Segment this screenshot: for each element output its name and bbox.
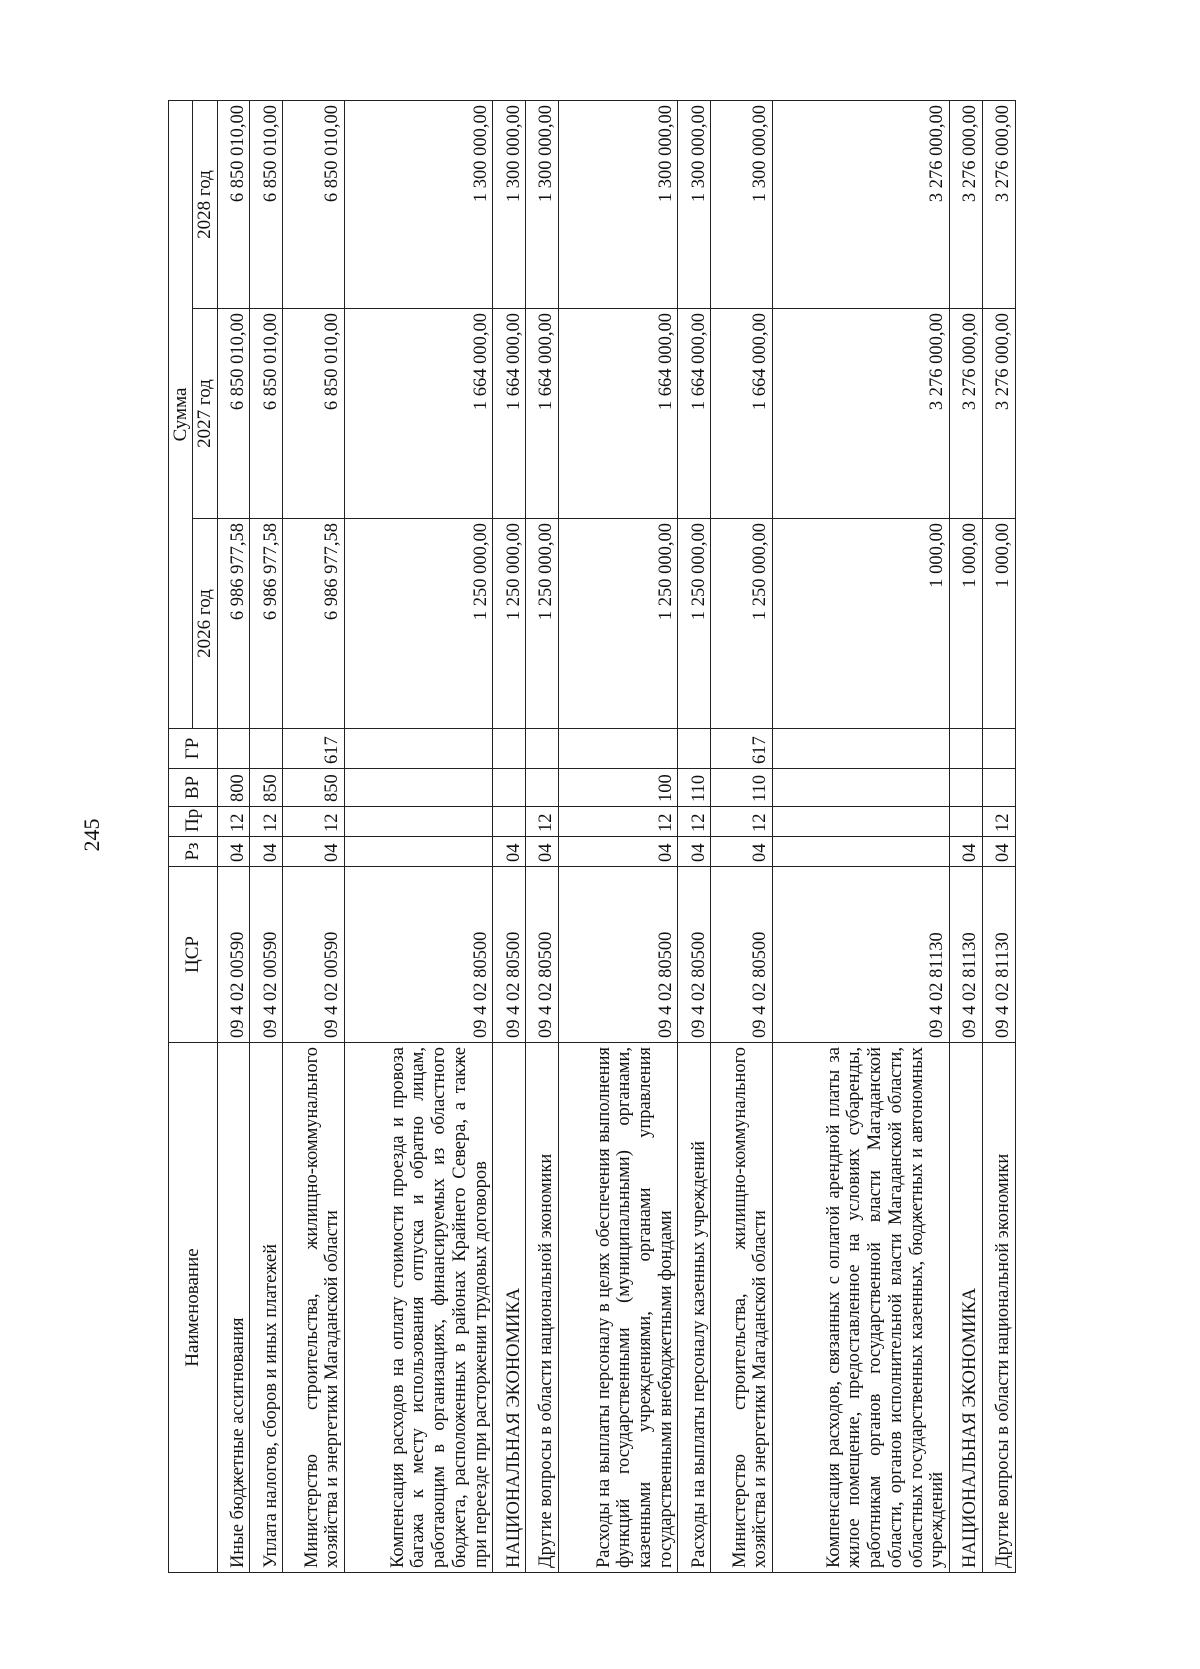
- row-2027-cell: 6 850 010,00: [217, 309, 250, 519]
- row-rz-cell: 04: [217, 837, 250, 867]
- table-row: [493, 101, 526, 1573]
- row-2026-cell: 1 000,00: [950, 519, 983, 729]
- row-gr-cell: [217, 729, 250, 769]
- row-name-cell: Расходы на выплаты персоналу казенных учреждений: [678, 1043, 711, 1573]
- row-gr-cell: [345, 729, 493, 769]
- row-vr-cell: [773, 769, 950, 807]
- row-rz-cell: 04: [711, 837, 773, 867]
- row-name-cell: Иные бюджетные ассигнования: [217, 1043, 250, 1573]
- table-row: [983, 101, 1016, 1573]
- row-2026-cell: 1 250 000,00: [345, 519, 493, 729]
- row-2026-cell: 6 986 977,58: [217, 519, 250, 729]
- header-2026: 2026 год: [193, 519, 217, 729]
- header-csr: ЦСР: [169, 867, 218, 1043]
- row-vr-cell: 800: [217, 769, 250, 807]
- row-2027-cell: 3 276 000,00: [773, 309, 950, 519]
- row-rz-cell: [773, 837, 950, 867]
- row-pr-cell: [493, 807, 526, 837]
- row-name-cell: НАЦИОНАЛЬНАЯ ЭКОНОМИКА: [493, 1043, 526, 1573]
- row-csr-cell: 09 4 02 80500: [526, 867, 559, 1043]
- header-2028: 2028 год: [193, 101, 217, 309]
- row-csr-cell: 09 4 02 80500: [559, 867, 678, 1043]
- row-rz-cell: 04: [678, 837, 711, 867]
- table-body: [217, 101, 1015, 1573]
- row-2028-cell: 6 850 010,00: [283, 101, 345, 309]
- row-rz-cell: 04: [559, 837, 678, 867]
- row-csr-cell: 09 4 02 81130: [983, 867, 1016, 1043]
- row-rz-cell: 04: [493, 837, 526, 867]
- row-pr-cell: [950, 807, 983, 837]
- row-csr-cell: 09 4 02 81130: [950, 867, 983, 1043]
- row-2028-cell: 3 276 000,00: [983, 101, 1016, 309]
- row-2027-cell: 3 276 000,00: [983, 309, 1016, 519]
- header-name: Наименование: [169, 1043, 218, 1573]
- table-row: [559, 101, 678, 1573]
- row-rz-cell: 04: [250, 837, 283, 867]
- table-row: [283, 101, 345, 1573]
- row-pr-cell: [345, 807, 493, 837]
- row-2028-cell: 1 300 000,00: [559, 101, 678, 309]
- row-gr-cell: 617: [283, 729, 345, 769]
- row-vr-cell: [493, 769, 526, 807]
- row-2026-cell: 1 000,00: [983, 519, 1016, 729]
- row-csr-cell: 09 4 02 00590: [283, 867, 345, 1043]
- table-row: [950, 101, 983, 1573]
- header-vr: ВР: [169, 769, 218, 807]
- row-2026-cell: 6 986 977,58: [283, 519, 345, 729]
- row-vr-cell: [526, 769, 559, 807]
- row-pr-cell: 12: [250, 807, 283, 837]
- row-vr-cell: [983, 769, 1016, 807]
- row-vr-cell: 110: [711, 769, 773, 807]
- row-csr-cell: 09 4 02 80500: [711, 867, 773, 1043]
- row-2028-cell: 1 300 000,00: [678, 101, 711, 309]
- row-2027-cell: 1 664 000,00: [526, 309, 559, 519]
- row-2028-cell: 6 850 010,00: [217, 101, 250, 309]
- row-2026-cell: 6 986 977,58: [250, 519, 283, 729]
- row-2027-cell: 1 664 000,00: [345, 309, 493, 519]
- row-gr-cell: [678, 729, 711, 769]
- row-gr-cell: [773, 729, 950, 769]
- page-number: 245: [79, 818, 104, 852]
- header-sum: Сумма: [169, 101, 193, 729]
- row-2027-cell: 6 850 010,00: [283, 309, 345, 519]
- row-vr-cell: 100: [559, 769, 678, 807]
- row-csr-cell: 09 4 02 00590: [250, 867, 283, 1043]
- row-gr-cell: 617: [711, 729, 773, 769]
- row-2027-cell: 1 664 000,00: [711, 309, 773, 519]
- row-2028-cell: 1 300 000,00: [345, 101, 493, 309]
- row-gr-cell: [526, 729, 559, 769]
- row-gr-cell: [983, 729, 1016, 769]
- row-2026-cell: 1 250 000,00: [526, 519, 559, 729]
- row-2027-cell: 1 664 000,00: [493, 309, 526, 519]
- row-pr-cell: 12: [283, 807, 345, 837]
- table-row: [217, 101, 250, 1573]
- row-pr-cell: 12: [678, 807, 711, 837]
- row-vr-cell: [345, 769, 493, 807]
- row-gr-cell: [559, 729, 678, 769]
- row-name-cell: НАЦИОНАЛЬНАЯ ЭКОНОМИКА: [950, 1043, 983, 1573]
- table-row: [678, 101, 711, 1573]
- table-row: [711, 101, 773, 1573]
- row-2028-cell: 1 300 000,00: [493, 101, 526, 309]
- row-rz-cell: 04: [950, 837, 983, 867]
- row-pr-cell: 12: [526, 807, 559, 837]
- header-pr: Пр: [169, 807, 218, 837]
- table-row: [526, 101, 559, 1573]
- row-2027-cell: 6 850 010,00: [250, 309, 283, 519]
- row-rz-cell: [345, 837, 493, 867]
- row-pr-cell: 12: [983, 807, 1016, 837]
- row-2026-cell: 1 000,00: [773, 519, 950, 729]
- row-csr-cell: 09 4 02 80500: [678, 867, 711, 1043]
- table-row: [345, 101, 493, 1573]
- row-gr-cell: [493, 729, 526, 769]
- row-2026-cell: 1 250 000,00: [678, 519, 711, 729]
- row-2027-cell: 1 664 000,00: [559, 309, 678, 519]
- row-2028-cell: 1 300 000,00: [711, 101, 773, 309]
- row-vr-cell: 850: [283, 769, 345, 807]
- row-csr-cell: 09 4 02 00590: [217, 867, 250, 1043]
- row-rz-cell: 04: [526, 837, 559, 867]
- header-gr: ГР: [169, 729, 218, 769]
- row-2026-cell: 1 250 000,00: [559, 519, 678, 729]
- row-rz-cell: 04: [983, 837, 1016, 867]
- row-vr-cell: [950, 769, 983, 807]
- row-name-cell: Компенсация расходов на оплату стоимости проезда и провоза багажа к месту использования отпуска и обратно лицам, работающим в организациях, финансируемых из областного бюджета, расположенных в районах Крайнего Севера, а также при переезде при расторжении трудовых договоров: [345, 1043, 493, 1573]
- row-2028-cell: 1 300 000,00: [526, 101, 559, 309]
- header-rz: Рз: [169, 837, 218, 867]
- row-csr-cell: 09 4 02 80500: [345, 867, 493, 1043]
- row-2027-cell: 1 664 000,00: [678, 309, 711, 519]
- row-vr-cell: 850: [250, 769, 283, 807]
- row-2028-cell: 3 276 000,00: [950, 101, 983, 309]
- row-csr-cell: 09 4 02 80500: [493, 867, 526, 1043]
- row-gr-cell: [250, 729, 283, 769]
- row-2028-cell: 3 276 000,00: [773, 101, 950, 309]
- row-name-cell: Министерство строительства, жилищно-коммунального хозяйства и энергетики Магаданской области: [283, 1043, 345, 1573]
- table-row: [773, 101, 950, 1573]
- row-rz-cell: 04: [283, 837, 345, 867]
- row-pr-cell: [773, 807, 950, 837]
- row-pr-cell: 12: [711, 807, 773, 837]
- table-row: [250, 101, 283, 1573]
- row-2028-cell: 6 850 010,00: [250, 101, 283, 309]
- row-name-cell: Другие вопросы в области национальной экономики: [983, 1043, 1016, 1573]
- rotated-table-wrapper: [168, 101, 1016, 1573]
- row-pr-cell: 12: [217, 807, 250, 837]
- row-csr-cell: 09 4 02 81130: [773, 867, 950, 1043]
- row-name-cell: Министерство строительства, жилищно-коммунального хозяйства и энергетики Магаданской области: [711, 1043, 773, 1573]
- row-vr-cell: 110: [678, 769, 711, 807]
- row-2026-cell: 1 250 000,00: [493, 519, 526, 729]
- row-name-cell: Компенсация расходов, связанных с оплатой арендной платы за жилое помещение, предоставленное на условиях субаренды, работникам органов государственной власти Магаданской области, органов исполнительной власти Магаданской области, областных государственных казенных, бюджетных и автономных учреждений: [773, 1043, 950, 1573]
- row-2027-cell: 3 276 000,00: [950, 309, 983, 519]
- header-row-1: [169, 101, 193, 1573]
- row-name-cell: Уплата налогов, сборов и иных платежей: [250, 1043, 283, 1573]
- row-name-cell: Другие вопросы в области национальной экономики: [526, 1043, 559, 1573]
- header-2027: 2027 год: [193, 309, 217, 519]
- row-pr-cell: 12: [559, 807, 678, 837]
- row-name-cell: Расходы на выплаты персоналу в целях обеспечения выполнения функций государственными (муниципальными) органами, казенными учреждениями, органами управления государственными внебюджетными фондами: [559, 1043, 678, 1573]
- budget-table: [168, 100, 1016, 1573]
- row-gr-cell: [950, 729, 983, 769]
- row-2026-cell: 1 250 000,00: [711, 519, 773, 729]
